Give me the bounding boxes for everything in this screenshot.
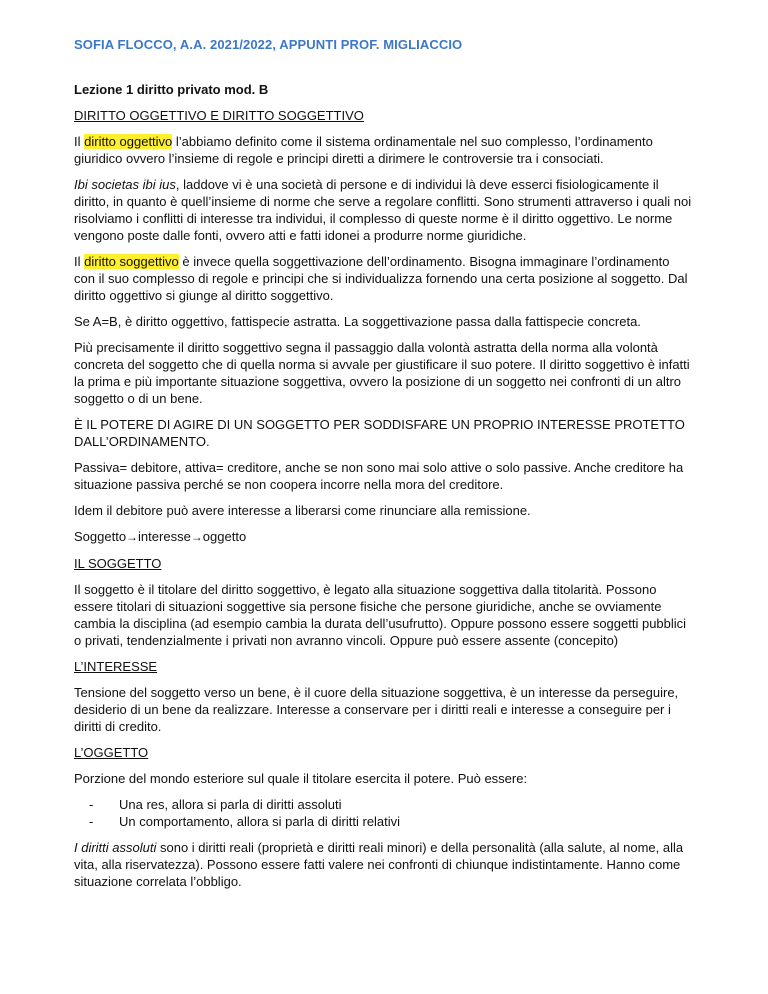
- list-item-text: Una res, allora si parla di diritti assoluti: [119, 797, 342, 812]
- document-page: [74, 36, 694, 899]
- list-item: [74, 813, 694, 830]
- list-item-text: Un comportamento, allora si parla di diritti relativi: [119, 814, 401, 829]
- flow-interesse: interesse: [138, 529, 191, 544]
- lesson-title: Lezione 1 diritto privato mod. B: [74, 82, 269, 97]
- arrow-right-icon: →: [126, 530, 139, 544]
- paragraph-diritto-oggettivo: [74, 133, 694, 167]
- paragraph-volonta: Più precisamente il diritto soggettivo segna il passaggio dalla volontà astratta della norma alla volontà concreta del soggetto che di quella norma si avvale per giustificare il suo potere. Il diritto soggettivo è infatti la prima e più importante situazione soggettiva, ovvero la posizione di un soggetto nei confronti di un altro soggetto o di un bene.: [74, 340, 690, 406]
- text: , laddove vi è una società di persone e di individui là deve esserci fisiologicamente il diritto, in quanto è quell’insieme di norme che serve a regolare conflitti. Sono strumenti attraverso i quali noi risolviamo i conflitti di interesse tra individui, il complesso di queste norme è il diritto oggettivo. Le norme vengono poste dalle fonti, ovvero atti e fatti idonei a produrre norme giuridiche.: [74, 177, 692, 243]
- text: Il: [74, 254, 85, 269]
- dash-bullet: -: [89, 797, 94, 812]
- paragraph-ibi-societas: [74, 176, 694, 244]
- paragraph-oggetto: Porzione del mondo esteriore sul quale il titolare esercita il potere. Può essere:: [74, 771, 528, 786]
- paragraph-soggetto: Il soggetto è il titolare del diritto soggettivo, è legato alla situazione soggettiva dalla titolarità. Possono essere titolari di situazioni soggettive sia persone fisiche che persone giuridiche, anche se ovviamente cambia la disciplina (ad esempio cambia la durata dell’usufrutto). Oppure possono essere soggetti pubblici o privati, tendenzialmente i privati non avranno vincoli. Oppure può essere assente (concepito): [74, 582, 687, 648]
- heading-interesse: L’INTERESSE: [74, 659, 158, 674]
- heading-oggetto: L’OGGETTO: [74, 745, 149, 760]
- list-item: [74, 796, 694, 813]
- heading-soggetto: IL SOGGETTO: [74, 556, 162, 571]
- document-header: SOFIA FLOCCO, A.A. 2021/2022, APPUNTI PROF. MIGLIACCIO: [74, 37, 463, 52]
- highlight-diritto-soggettivo: diritto soggettivo: [84, 254, 179, 269]
- oggetto-list: [74, 796, 694, 830]
- flow-oggetto: oggetto: [202, 529, 247, 544]
- paragraph-fattispecie: Se A=B, è diritto oggettivo, fattispecie astratta. La soggettivazione passa dalla fattispecie concreta.: [74, 314, 641, 329]
- paragraph-definition-caps: È IL POTERE DI AGIRE DI UN SOGGETTO PER SODDISFARE UN PROPRIO INTERESSE PROTETTO DALL’ORDINAMENTO.: [74, 417, 685, 449]
- highlight-diritto-oggettivo: diritto oggettivo: [84, 134, 173, 149]
- paragraph-interesse: Tensione del soggetto verso un bene, è il cuore della situazione soggettiva, è un interesse da perseguire, desiderio di un bene da realizzare. Interesse a conservare per i diritti reali e interesse a conseguire per i diritti di credito.: [74, 685, 679, 734]
- italic-phrase: I diritti assoluti: [74, 840, 157, 855]
- flow-line: [74, 528, 694, 546]
- text: sono i diritti reali (proprietà e diritti reali minori) e della personalità (alla salute, al nome, alla vita, alla riservatezza). Possono essere fatti valere nei confronti di chiunque indistintamente. Hanno come situazione correlata l’obbligo.: [74, 840, 684, 889]
- paragraph-diritto-soggettivo: [74, 253, 694, 304]
- paragraph-debitore: Idem il debitore può avere interesse a liberarsi come rinunciare alla remissione.: [74, 503, 531, 518]
- section-title: DIRITTO OGGETTIVO E DIRITTO SOGGETTIVO: [74, 108, 364, 123]
- paragraph-passiva-attiva: Passiva= debitore, attiva= creditore, anche se non sono mai solo attive o solo passive. Anche creditore ha situazione passiva perché se non coopera incorre nella mora del creditore.: [74, 460, 684, 492]
- text: è invece quella soggettivazione dell’ordinamento. Bisogna immaginare l’ordinamento con il suo complesso di regole e principi che si individualizza fornendo una certa posizione al soggetto. Dal diritto oggettivo si giunge al diritto soggettivo.: [74, 254, 688, 303]
- text: Il: [74, 134, 85, 149]
- flow-soggetto: Soggetto: [74, 529, 127, 544]
- dash-bullet: -: [89, 814, 94, 829]
- text: l’abbiamo definito come il sistema ordinamentale nel suo complesso, l’ordinamento giuridico ovvero l’insieme di regole e principi diretti a dirimere le controversie tra i consociati.: [74, 134, 653, 166]
- paragraph-diritti-assoluti: [74, 839, 694, 890]
- italic-phrase: Ibi societas ibi ius: [74, 177, 176, 192]
- arrow-right-icon: →: [190, 530, 203, 544]
